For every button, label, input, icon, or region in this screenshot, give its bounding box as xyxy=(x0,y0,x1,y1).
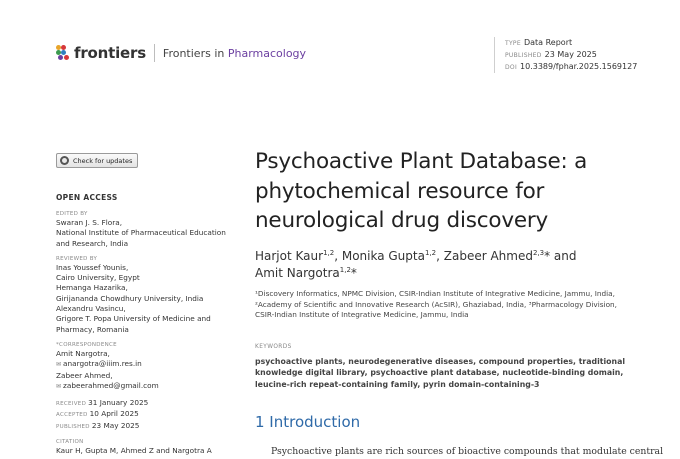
author-name[interactable]: Monika Gupta xyxy=(341,249,425,263)
author-affil-sup: 2,3 xyxy=(532,249,545,257)
logo-text: frontiers xyxy=(74,44,146,62)
affiliations: ¹Discovery Informatics, NPMC Division, CSIR-Indian Institute of Integrative Medicine, Jammu, India, ²Academy of Scientific and Innovative Research (AcSIR), Ghaziabad, India, ³Pharmacology Division, CSIR-Indian Institute of Integrative Medicine, Jammu, India xyxy=(255,289,618,319)
correspondence-label: *CORRESPONDENCE xyxy=(56,341,117,348)
check-updates-icon xyxy=(60,156,69,165)
author-name[interactable]: Amit Nargotra xyxy=(255,266,340,280)
author[interactable] xyxy=(255,249,334,263)
reviewer-line: Alexandru Vasincu, xyxy=(56,304,126,314)
keywords-label: KEYWORDS xyxy=(255,344,292,350)
correspondent-name: Zabeer Ahmed, xyxy=(56,370,113,380)
author-list xyxy=(255,248,635,282)
reviewed-by-label: REVIEWED BY xyxy=(56,255,98,262)
reviewer-line: Girijananda Chowdhury University, India xyxy=(56,293,204,303)
reviewer-line: Pharmacy, Romania xyxy=(56,324,129,334)
meta-type-key: TYPE xyxy=(505,40,521,47)
citation-text: Kaur H, Gupta M, Ahmed Z and Nargotra A xyxy=(56,446,212,456)
frontiers-logo[interactable] xyxy=(56,44,306,62)
article-meta xyxy=(494,37,637,73)
meta-type xyxy=(505,37,637,49)
meta-published-value: 23 May 2025 xyxy=(544,50,597,59)
edited-by-line: and Research, India xyxy=(56,238,129,248)
corresponding-star: * xyxy=(350,266,357,280)
author-separator: , xyxy=(334,249,342,263)
journal-title: Pharmacology xyxy=(227,46,307,60)
author-name[interactable]: Harjot Kaur xyxy=(255,249,324,263)
author-name[interactable]: Zabeer Ahmed xyxy=(443,249,533,263)
author[interactable] xyxy=(444,249,550,263)
meta-type-value: Data Report xyxy=(523,38,573,47)
intro-paragraph: Psychoactive plants are rich sources of bioactive compounds that modulate central xyxy=(271,446,664,457)
check-for-updates-button[interactable] xyxy=(56,153,138,168)
doi-link[interactable]: 10.3389/fphar.2025.1569127 xyxy=(520,62,638,71)
reviewer-line: Grigore T. Popa University of Medicine and xyxy=(56,314,211,324)
meta-doi[interactable] xyxy=(505,61,637,73)
open-access-label: OPEN ACCESS xyxy=(56,193,118,202)
author-separator: and xyxy=(550,249,577,263)
date-accepted xyxy=(56,409,226,420)
date-received xyxy=(56,398,226,409)
logo-divider xyxy=(154,44,155,62)
citation-label: CITATION xyxy=(56,439,84,446)
email-link[interactable]: zabeerahmed@gmail.com xyxy=(63,380,159,390)
date-key: PUBLISHED xyxy=(56,423,90,430)
author-affil-sup: 1,2 xyxy=(339,266,351,274)
meta-doi-key: DOI xyxy=(505,64,518,71)
reviewer-line: Hemanga Hazarika, xyxy=(56,283,128,293)
date-key: RECEIVED xyxy=(56,401,87,408)
reviewer-line: Inas Youssef Younis, xyxy=(56,262,129,272)
date-key: ACCEPTED xyxy=(56,412,88,419)
date-value: 10 April 2025 xyxy=(89,409,139,419)
correspondent-email[interactable] xyxy=(56,359,226,370)
corresponding-star: * xyxy=(544,249,551,263)
meta-published-key: PUBLISHED xyxy=(505,52,542,59)
journal-name[interactable] xyxy=(163,47,306,60)
author[interactable] xyxy=(255,266,357,280)
meta-published xyxy=(505,49,637,61)
author[interactable] xyxy=(342,249,436,263)
correspondent-name: Amit Nargotra, xyxy=(56,348,110,358)
author-affil-sup: 1,2 xyxy=(323,249,335,257)
date-published xyxy=(56,421,226,432)
keywords: psychoactive plants, neurodegenerative diseases, compound properties, traditional knowledge digital library, psychoactive plant database, nucleotide-binding domain, leucine-rich repeat-containing family, pyrin domain-containing-3 xyxy=(255,357,626,389)
section-heading-introduction: 1 Introduction xyxy=(255,413,361,431)
email-icon: ✉ xyxy=(56,382,62,390)
date-value: 31 January 2025 xyxy=(88,398,149,408)
date-value: 23 May 2025 xyxy=(91,420,140,430)
email-link[interactable]: anargotra@iiim.res.in xyxy=(63,359,142,369)
edited-by-line: National Institute of Pharmaceutical Education xyxy=(56,228,226,238)
edited-by-line: Swaran J. S. Flora, xyxy=(56,218,123,227)
correspondent-email[interactable] xyxy=(56,381,226,392)
journal-prefix: Frontiers in xyxy=(162,46,225,60)
article-title: Psychoactive Plant Database: a phytochemical resource for neurological drug discovery xyxy=(255,149,588,233)
reviewer-line: Cairo University, Egypt xyxy=(56,273,140,283)
frontiers-logo-icon xyxy=(56,45,70,61)
author-separator: , xyxy=(436,249,444,263)
edited-by-label: EDITED BY xyxy=(56,211,88,217)
check-updates-label: Check for updates xyxy=(73,156,133,165)
sidebar xyxy=(56,193,226,456)
email-icon: ✉ xyxy=(56,361,62,369)
author-affil-sup: 1,2 xyxy=(424,249,437,257)
